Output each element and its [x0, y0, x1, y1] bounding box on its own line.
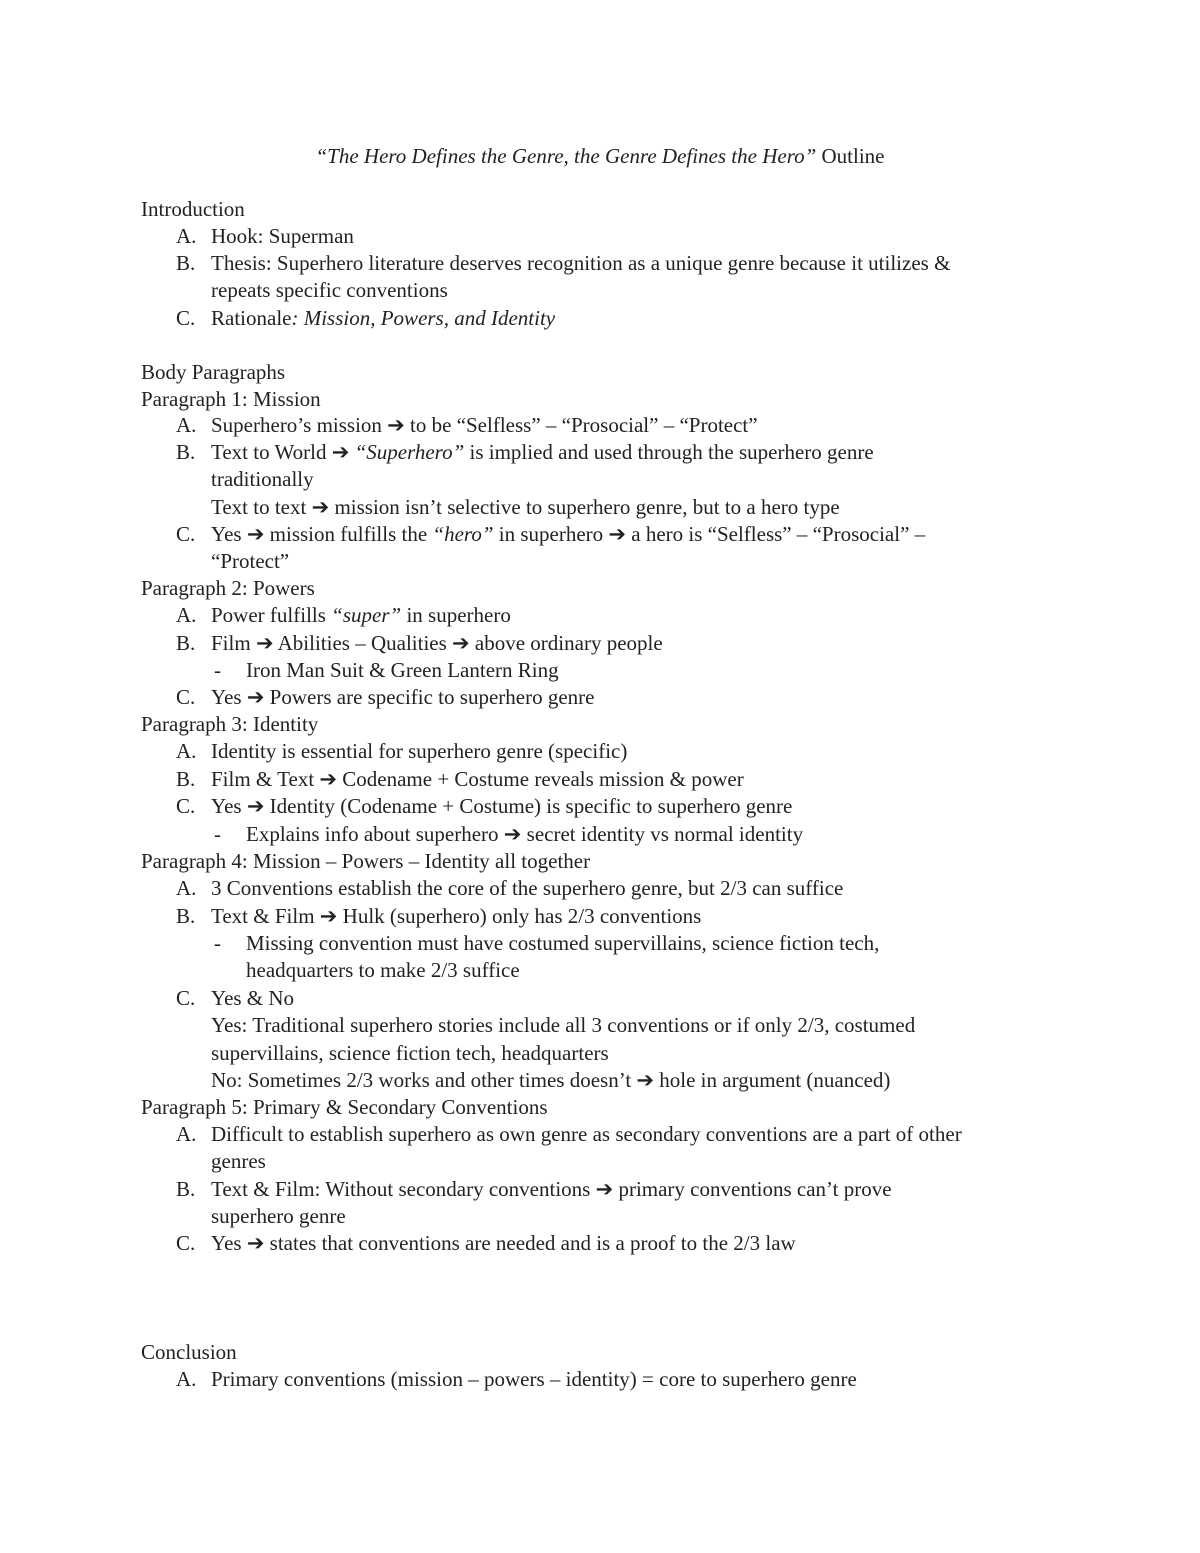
intro-hook: Hook: Superman [211, 224, 354, 248]
p2-item-b [211, 630, 663, 657]
p1-item-c-line1 [211, 521, 925, 548]
text-span: is implied and used through the superhero genre [464, 440, 874, 464]
p5-item-a-line2: genres [211, 1149, 266, 1173]
text-span: a hero is “Selfless” – “Prosocial” – [626, 522, 926, 546]
p3-item-c [211, 793, 792, 820]
text-span: Yes [211, 522, 247, 546]
arrow-icon: ➔ [246, 522, 265, 546]
p4-item-b-sub-line2: headquarters to make 2/3 suffice [246, 958, 520, 982]
p3-item-b [211, 766, 744, 793]
list-marker: C. [176, 794, 196, 818]
p2-item-c [211, 684, 594, 711]
arrow-icon: ➔ [246, 1231, 265, 1255]
list-marker: A. [176, 1122, 197, 1146]
intro-rationale [211, 305, 555, 332]
text-span: Yes [211, 685, 247, 709]
text-span: Power fulfills [211, 603, 332, 627]
p3-item-a: Identity is essential for superhero genre (specific) [211, 739, 628, 763]
title-italic: “The Hero Defines the Genre, the Genre Defines the Hero” [315, 144, 817, 168]
arrow-icon: ➔ [331, 440, 350, 464]
list-marker: B. [176, 1177, 196, 1201]
paragraph-5-heading: Paragraph 5: Primary & Secondary Conventions [141, 1095, 548, 1119]
title-suffix: Outline [816, 144, 885, 168]
italic-span: “hero” [432, 522, 494, 546]
text-span: Powers are specific to superhero genre [264, 685, 595, 709]
list-marker: B. [176, 631, 196, 655]
list-marker: B. [176, 440, 196, 464]
list-marker: C. [176, 1231, 196, 1255]
arrow-icon: ➔ [246, 794, 265, 818]
intro-thesis-line2: repeats specific conventions [211, 278, 448, 302]
p2-item-a [211, 602, 511, 629]
intro-thesis-line1: Thesis: Superhero literature deserves recognition as a unique genre because it utilizes & [211, 251, 951, 275]
text-span: Yes [211, 794, 247, 818]
page-title [0, 143, 1200, 170]
arrow-icon: ➔ [255, 631, 274, 655]
paragraph-1-heading: Paragraph 1: Mission [141, 387, 321, 411]
text-span: Hulk (superhero) only has 2/3 conventions [337, 904, 702, 928]
paragraph-3-heading: Paragraph 3: Identity [141, 712, 319, 736]
text-span: Text & Film: Without secondary conventions [211, 1177, 596, 1201]
p5-item-b-line1 [211, 1176, 892, 1203]
rationale-label: Rationale [211, 306, 292, 330]
paragraph-2-heading: Paragraph 2: Powers [141, 576, 315, 600]
text-span: Yes [211, 1231, 247, 1255]
p1-item-b-line1 [211, 439, 874, 466]
list-marker: A. [176, 739, 197, 763]
list-dash: - [214, 822, 221, 846]
list-marker: A. [176, 1367, 197, 1391]
text-span: Film [211, 631, 256, 655]
list-marker: B. [176, 767, 196, 791]
text-span: hole in argument (nuanced) [654, 1068, 891, 1092]
list-marker: A. [176, 224, 197, 248]
list-marker: A. [176, 603, 197, 627]
arrow-icon: ➔ [595, 1177, 614, 1201]
p4-item-c-yes-line2: supervillains, science fiction tech, headquarters [211, 1041, 609, 1065]
text-span: in superhero [493, 522, 609, 546]
arrow-icon: ➔ [246, 685, 265, 709]
list-marker: C. [176, 986, 196, 1010]
p4-item-c-no [211, 1067, 890, 1094]
p4-item-c-yes-line1: Yes: Traditional superhero stories include all 3 conventions or if only 2/3, costumed [211, 1013, 916, 1037]
text-span: to be “Selfless” – “Prosocial” – “Protect” [404, 413, 758, 437]
arrow-icon: ➔ [452, 631, 470, 655]
arrow-icon: ➔ [387, 413, 405, 437]
list-marker: B. [176, 904, 196, 928]
text-span: No: Sometimes 2/3 works and other times doesn’t [211, 1068, 637, 1092]
list-marker: C. [176, 522, 196, 546]
text-span: Text to World [211, 440, 332, 464]
p1-item-b-line3 [211, 494, 840, 521]
list-marker: B. [176, 251, 196, 275]
text-span: Abilities – Qualities [273, 631, 453, 655]
list-dash: - [214, 931, 221, 955]
list-marker: C. [176, 306, 196, 330]
p4-item-b-sub-line1: Missing convention must have costumed supervillains, science fiction tech, [246, 931, 880, 955]
text-span: Identity (Codename + Costume) is specific to superhero genre [264, 794, 793, 818]
body-paragraphs-heading: Body Paragraphs [141, 360, 286, 384]
arrow-icon: ➔ [311, 495, 330, 519]
rationale-italic: : Mission, Powers, and Identity [291, 306, 556, 330]
list-marker: C. [176, 685, 196, 709]
text-span: in superhero [401, 603, 511, 627]
conclusion-heading: Conclusion [141, 1340, 237, 1364]
p5-item-a-line1: Difficult to establish superhero as own genre as secondary conventions are a part of other [211, 1122, 962, 1146]
text-span: secret identity vs normal identity [521, 822, 804, 846]
p1-item-b-line2: traditionally [211, 467, 314, 491]
p3-item-c-sub [246, 821, 803, 848]
introduction-heading: Introduction [141, 197, 245, 221]
italic-span: “super” [331, 603, 402, 627]
arrow-icon: ➔ [608, 522, 626, 546]
p5-item-b-line2: superhero genre [211, 1204, 346, 1228]
text-span: mission fulfills the [264, 522, 433, 546]
text-span: Text to text [211, 495, 312, 519]
text-span: Film & Text [211, 767, 320, 791]
conclusion-item-a: Primary conventions (mission – powers – identity) = core to superhero genre [211, 1367, 857, 1391]
italic-span: “Superhero” [349, 440, 465, 464]
list-dash: - [214, 658, 221, 682]
text-span: Explains info about superhero [246, 822, 504, 846]
text-span: states that conventions are needed and is a proof to the 2/3 law [264, 1231, 796, 1255]
arrow-icon: ➔ [503, 822, 522, 846]
text-span: above ordinary people [469, 631, 663, 655]
text-span: mission isn’t selective to superhero genre, but to a hero type [329, 495, 840, 519]
p1-item-c-line2: “Protect” [211, 549, 290, 573]
p4-item-c: Yes & No [211, 986, 295, 1010]
text-span: primary conventions can’t prove [613, 1177, 892, 1201]
arrow-icon: ➔ [319, 767, 338, 791]
p5-item-c [211, 1230, 796, 1257]
p1-item-a [211, 412, 758, 439]
text-span: Codename + Costume reveals mission & power [337, 767, 744, 791]
arrow-icon: ➔ [319, 904, 338, 928]
list-marker: A. [176, 413, 197, 437]
text-span: Superhero’s mission [211, 413, 388, 437]
list-marker: A. [176, 876, 197, 900]
paragraph-4-heading: Paragraph 4: Mission – Powers – Identity all together [141, 849, 591, 873]
p4-item-a: 3 Conventions establish the core of the superhero genre, but 2/3 can suffice [211, 876, 844, 900]
p4-item-b [211, 903, 701, 930]
text-span: Text & Film [211, 904, 320, 928]
arrow-icon: ➔ [636, 1068, 655, 1092]
p2-item-b-sub: Iron Man Suit & Green Lantern Ring [246, 658, 559, 682]
